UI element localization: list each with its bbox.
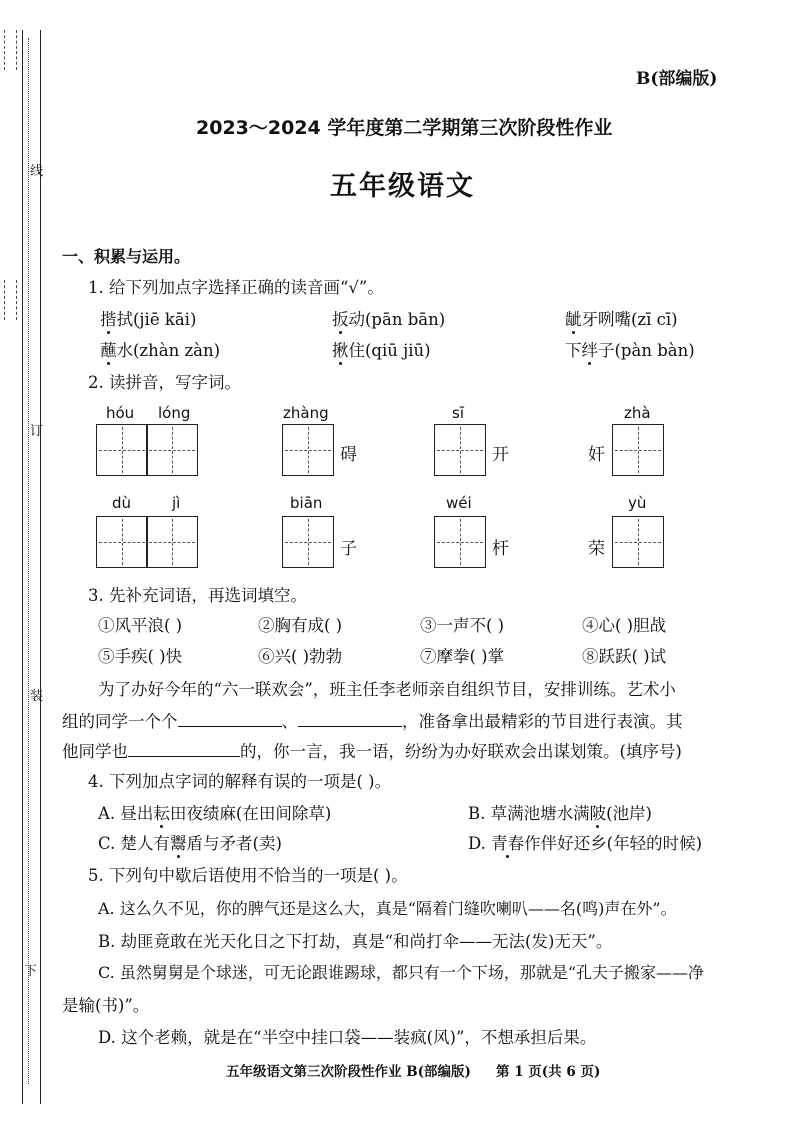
writing-grid[interactable] <box>96 516 198 568</box>
exam-title: 2023～2024 学年度第二学期第三次阶段性作业 <box>196 117 613 139</box>
q4-option-b: B. 草满池塘水满陂(池岸) <box>468 804 652 823</box>
pinyin-label: lóng <box>158 404 191 422</box>
q5-option-c-cont: 是输(书)”。 <box>62 996 150 1015</box>
fill-blank[interactable] <box>178 710 282 727</box>
q5-option-c: C. 虽然舅舅是个球迷，可无论跟谁踢球，都只有一个下场，那就是“孔夫子搬家——净 <box>98 963 705 982</box>
pinyin-label: yù <box>628 494 647 512</box>
pinyin-label: jì <box>172 494 181 512</box>
q1-item-4: 蘸水(zhàn zàn) <box>100 341 221 360</box>
q1-item-6: 下绊子(pàn bàn) <box>565 341 695 360</box>
q1-item-1: 揩拭(jiē kāi) <box>100 310 197 329</box>
pinyin-label: wéi <box>446 494 472 512</box>
section-heading: 一、积累与运用。 <box>62 247 191 266</box>
q5-option-b: B. 劫匪竟敢在光天化日之下打劫，真是“和尚打伞——无法(发)无天”。 <box>98 932 613 951</box>
writing-grid[interactable] <box>434 424 486 476</box>
idiom-item: ⑤手疾( )快 <box>98 647 183 666</box>
writing-grid[interactable] <box>612 424 664 476</box>
q3-paragraph-line-2: 组的同学一个个 、 ，准备拿出最精彩的节目进行表演。其 <box>62 712 683 731</box>
q1-item-2: 扳动(pān bān) <box>332 310 446 329</box>
idiom-item: ⑥兴( )勃勃 <box>258 647 343 666</box>
idiom-item: ④心( )胆战 <box>582 616 667 635</box>
q4-stem: 4. 下列加点字词的解释有误的一项是( )。 <box>88 772 392 791</box>
writing-grid[interactable] <box>282 424 334 476</box>
idiom-item: ⑧跃跃( )试 <box>582 647 667 666</box>
idiom-item: ⑦摩拳( )掌 <box>420 647 505 666</box>
given-char: 奸 <box>588 445 605 465</box>
given-char: 开 <box>492 445 509 465</box>
q4-option-c: C. 楚人有鬻盾与矛者(卖) <box>98 834 282 853</box>
writing-grid[interactable] <box>434 516 486 568</box>
q4-option-a: A. 昼出耘田夜绩麻(在田间除草) <box>98 804 332 823</box>
page-number: 第 1 页(共 6 页) <box>496 1064 601 1080</box>
edition-label: B(部编版) <box>636 69 718 89</box>
writing-grid[interactable] <box>282 516 334 568</box>
margin-label-line: 线 <box>30 164 44 179</box>
q3-paragraph-line-1: 为了办好今年的“六一联欢会”，班主任李老师亲自组织节目，安排训练。艺术小 <box>98 680 676 699</box>
q3-stem: 3. 先补充词语，再选词填空。 <box>88 586 307 605</box>
pinyin-label: zhàng <box>283 404 329 422</box>
pinyin-label: zhà <box>624 404 651 422</box>
footer-title: 五年级语文第三次阶段性作业 B(部编版) <box>226 1064 471 1080</box>
given-char: 荣 <box>588 539 605 559</box>
pinyin-label: dù <box>112 494 132 512</box>
idiom-item: ②胸有成( ) <box>258 616 343 635</box>
given-char: 杆 <box>492 539 509 559</box>
fill-blank[interactable] <box>128 740 240 757</box>
q2-stem: 2. 读拼音，写字词。 <box>88 373 241 392</box>
idiom-item: ①风平浪( ) <box>98 616 183 635</box>
pinyin-label: sī <box>452 404 464 422</box>
margin-label-order: 订 <box>30 424 44 439</box>
q5-option-d: D. 这个老赖，就是在“半空中挂口袋——装疯(风)”，不想承担后果。 <box>98 1028 597 1047</box>
given-char: 子 <box>340 539 357 559</box>
q1-stem: 1. 给下列加点字选择正确的读音画“√”。 <box>88 278 384 297</box>
subject-title: 五年级语文 <box>330 171 475 202</box>
pinyin-label: hóu <box>106 404 135 422</box>
given-char: 碍 <box>340 445 357 465</box>
margin-label-below: 下 <box>24 964 38 979</box>
pinyin-label: biān <box>290 494 323 512</box>
writing-grid[interactable] <box>96 424 198 476</box>
q1-item-3: 龇牙咧嘴(zī cī) <box>565 310 678 329</box>
writing-grid[interactable] <box>612 516 664 568</box>
q4-option-d: D. 青春作伴好还乡(年轻的时候) <box>468 834 703 853</box>
margin-label-bind: 装 <box>30 689 44 704</box>
q5-option-a: A. 这么久不见，你的脾气还是这么大，真是“隔着门缝吹喇叭——名(鸣)声在外”。 <box>98 899 677 918</box>
q5-stem: 5. 下列句中歇后语使用不恰当的一项是( )。 <box>88 866 408 885</box>
fill-blank[interactable] <box>298 710 402 727</box>
q1-item-5: 揪住(qiū jiū) <box>332 341 431 360</box>
q3-paragraph-line-3: 他同学也 的，你一言，我一语，纷纷为办好联欢会出谋划策。(填序号) <box>62 742 682 761</box>
idiom-item: ③一声不( ) <box>420 616 505 635</box>
